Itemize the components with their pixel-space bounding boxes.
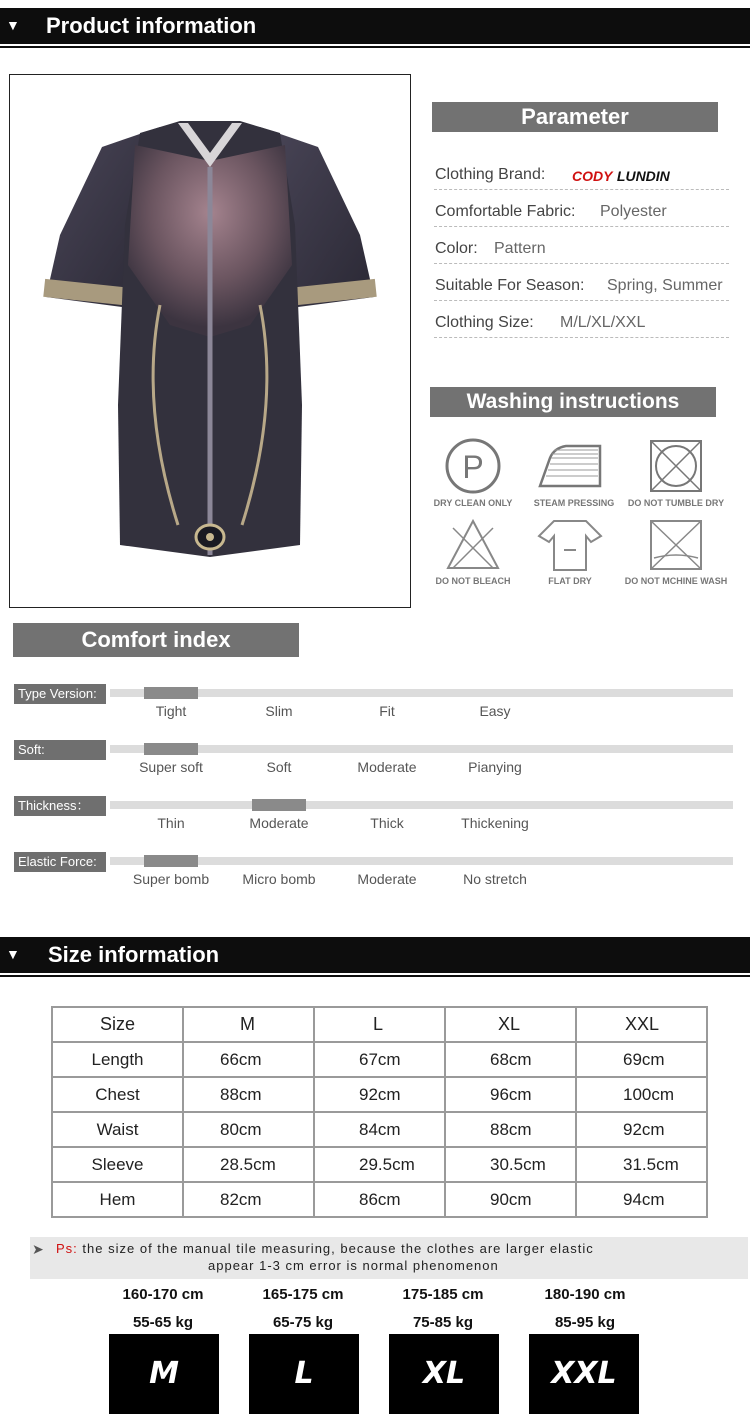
param-value: M/L/XL/XXL	[560, 314, 646, 331]
table-cell: 29.5cm	[314, 1147, 445, 1182]
comfort-label: Type Version:	[14, 684, 106, 704]
param-row-season	[434, 271, 729, 301]
rec-weight: 85-95 kg	[554, 1314, 616, 1331]
table-cell: 31.5cm	[576, 1147, 707, 1182]
no-machine-wash-icon	[648, 518, 704, 572]
comfort-option: Easy	[479, 703, 511, 719]
param-key: Color:	[435, 240, 478, 257]
rec-weight: 55-65 kg	[132, 1314, 194, 1331]
comfort-option: Slim	[265, 703, 293, 719]
note-text-1: the size of the manual tile measuring, because the clothes are larger elastic	[82, 1241, 594, 1256]
comfort-option: Soft	[266, 759, 292, 775]
wash-no-tumble	[624, 438, 728, 508]
comfort-option: Micro bomb	[242, 871, 316, 887]
rec-height: 160-170 cm	[122, 1286, 204, 1303]
table-cell: 68cm	[445, 1042, 576, 1077]
table-cell: 30.5cm	[445, 1147, 576, 1182]
rec-height: 180-190 cm	[544, 1286, 626, 1303]
size-badge-xxl: XXL	[529, 1334, 639, 1414]
table-cell: Sleeve	[52, 1147, 183, 1182]
wash-label: STEAM PRESSING	[533, 498, 615, 508]
comfort-option: Super bomb	[132, 871, 210, 887]
brand-part-a: CODY	[572, 168, 613, 184]
table-cell: 100cm	[576, 1077, 707, 1112]
table-cell: 66cm	[183, 1042, 314, 1077]
triangle-down-icon: ▼	[6, 17, 20, 33]
triangle-down-icon: ▼	[6, 946, 20, 962]
comfort-option: Thick	[370, 815, 404, 831]
table-cell: 90cm	[445, 1182, 576, 1217]
table-header-cell: Size	[52, 1007, 183, 1042]
comfort-option: Super soft	[139, 759, 203, 775]
table-row	[52, 1042, 707, 1077]
comfort-selected-marker	[144, 855, 198, 867]
comfort-label: Elastic Force:	[14, 852, 106, 872]
param-key: Clothing Brand:	[435, 166, 546, 183]
table-cell: Chest	[52, 1077, 183, 1112]
table-header-row	[52, 1007, 707, 1042]
svg-text:P: P	[462, 449, 484, 485]
comfort-option: Moderate	[357, 759, 417, 775]
wash-no-machine	[624, 518, 728, 586]
no-tumble-dry-icon	[648, 438, 704, 494]
parameter-title: Parameter	[432, 102, 718, 132]
table-row	[52, 1147, 707, 1182]
size-information-bar	[0, 937, 750, 973]
comfort-track	[110, 801, 733, 809]
table-cell: 67cm	[314, 1042, 445, 1077]
product-photo	[9, 74, 411, 608]
size-badge-l: L	[249, 1334, 359, 1414]
product-information-bar	[0, 8, 750, 44]
param-row-color	[434, 234, 729, 264]
table-cell: Length	[52, 1042, 183, 1077]
table-cell: 96cm	[445, 1077, 576, 1112]
arrow-icon: ➤	[32, 1241, 45, 1257]
wash-dry-clean	[421, 438, 525, 508]
comfort-option: Thin	[157, 815, 185, 831]
iron-icon	[536, 438, 612, 494]
comfort-title: Comfort index	[13, 623, 299, 657]
table-header-cell: XXL	[576, 1007, 707, 1042]
param-key: Clothing Size:	[435, 314, 534, 331]
table-cell: Waist	[52, 1112, 183, 1147]
table-cell: Hem	[52, 1182, 183, 1217]
section-title: Size information	[48, 942, 220, 967]
table-cell: 69cm	[576, 1042, 707, 1077]
comfort-option: Pianying	[468, 759, 522, 775]
param-row-brand	[434, 160, 729, 190]
wash-label: DRY CLEAN ONLY	[433, 498, 513, 508]
comfort-option: Fit	[379, 703, 395, 719]
table-cell: 86cm	[314, 1182, 445, 1217]
comfort-option: Tight	[155, 703, 187, 719]
comfort-track	[110, 857, 733, 865]
table-cell: 88cm	[183, 1077, 314, 1112]
comfort-option: Moderate	[357, 871, 417, 887]
size-note	[30, 1237, 748, 1279]
param-key: Comfortable Fabric:	[435, 203, 576, 220]
rec-height: 175-185 cm	[402, 1286, 484, 1303]
param-value	[572, 168, 670, 186]
comfort-label: Soft:	[14, 740, 106, 760]
comfort-option: No stretch	[463, 871, 527, 887]
wash-label: DO NOT MCHINE WASH	[624, 576, 728, 586]
comfort-option: Thickening	[461, 815, 529, 831]
param-row-size	[434, 308, 729, 338]
size-table	[51, 1006, 708, 1218]
size-badge-m: M	[109, 1334, 219, 1414]
wash-steam-pressing	[522, 438, 626, 508]
param-key: Suitable For Season:	[435, 277, 585, 294]
table-row	[52, 1182, 707, 1217]
washing-title: Washing instructions	[430, 387, 716, 417]
param-row-fabric	[434, 197, 729, 227]
comfort-selected-marker	[252, 799, 306, 811]
table-header-cell: XL	[445, 1007, 576, 1042]
param-value: Spring, Summer	[607, 277, 723, 294]
note-text-2: appear 1-3 cm error is normal phenomenon	[208, 1258, 499, 1273]
comfort-label: Thickness：	[14, 796, 106, 816]
comfort-track	[110, 689, 733, 697]
note-prefix: Ps:	[56, 1241, 78, 1256]
note-line-1	[56, 1241, 746, 1256]
table-cell: 28.5cm	[183, 1147, 314, 1182]
param-value: Polyester	[600, 203, 667, 220]
dry-clean-p-icon	[443, 438, 503, 494]
comfort-track	[110, 745, 733, 753]
table-cell: 92cm	[314, 1077, 445, 1112]
wash-no-bleach	[421, 518, 525, 586]
param-value: Pattern	[494, 240, 546, 257]
section-title: Product information	[46, 13, 257, 38]
size-badge-xl: XL	[389, 1334, 499, 1414]
wash-label: DO NOT TUMBLE DRY	[627, 498, 725, 508]
table-header-cell: L	[314, 1007, 445, 1042]
table-cell: 82cm	[183, 1182, 314, 1217]
rec-height: 165-175 cm	[262, 1286, 344, 1303]
table-cell: 92cm	[576, 1112, 707, 1147]
no-bleach-icon	[445, 518, 501, 572]
table-header-cell: M	[183, 1007, 314, 1042]
wash-flat-dry	[518, 518, 622, 586]
table-row	[52, 1112, 707, 1147]
rec-weight: 75-85 kg	[412, 1314, 474, 1331]
tshirt-image	[10, 75, 410, 607]
brand-part-b: LUNDIN	[616, 168, 670, 184]
table-cell: 84cm	[314, 1112, 445, 1147]
divider	[0, 975, 750, 977]
comfort-option: Moderate	[249, 815, 309, 831]
rec-weight: 65-75 kg	[272, 1314, 334, 1331]
flat-dry-icon	[536, 518, 604, 572]
comfort-selected-marker	[144, 687, 198, 699]
table-cell: 88cm	[445, 1112, 576, 1147]
comfort-selected-marker	[144, 743, 198, 755]
table-row	[52, 1077, 707, 1112]
table-cell: 94cm	[576, 1182, 707, 1217]
table-cell: 80cm	[183, 1112, 314, 1147]
wash-label: DO NOT BLEACH	[435, 576, 511, 586]
wash-label: FLAT DRY	[548, 576, 592, 586]
divider	[0, 46, 750, 48]
